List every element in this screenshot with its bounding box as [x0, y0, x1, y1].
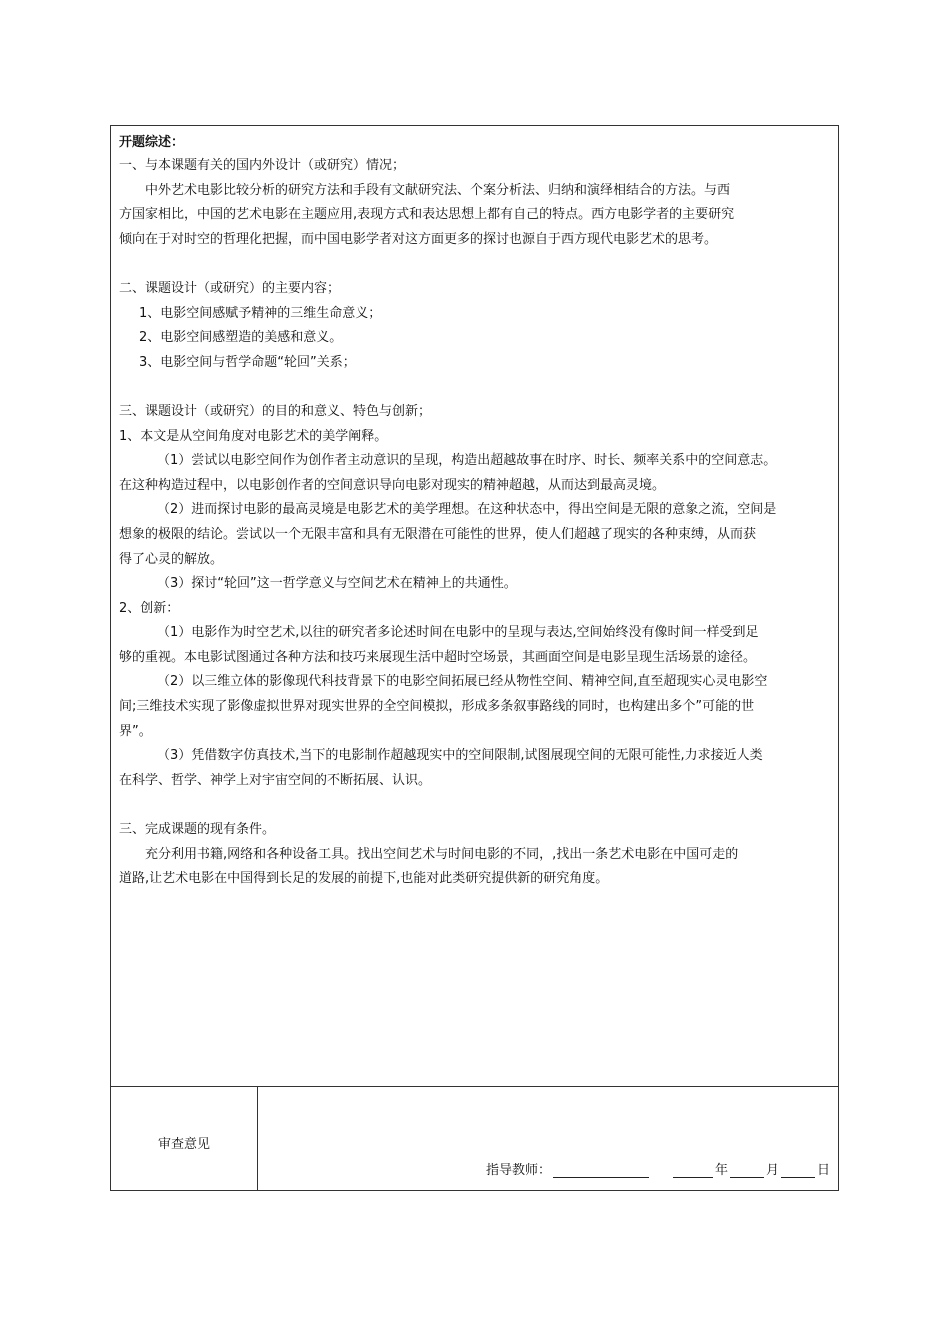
advisor-signature-line [486, 1159, 830, 1178]
heading-3: 三、课题设计（或研究）的目的和意义、特色与创新； [119, 403, 432, 419]
year-blank[interactable] [673, 1163, 713, 1178]
paragraph-line: 在这种构造过程中，以电影创作者的空间意识导向电影对现实的精神超越，从而达到最高灵境。 [119, 477, 666, 493]
paragraph-line: 中外艺术电影比较分析的研究方法和手段有文献研究法、个案分析法、归纳和演绎相结合的方法。与西 [145, 182, 731, 198]
paragraph-line: 想象的极限的结论。尝试以一个无限丰富和具有无限潜在可能性的世界，使人们超越了现实的各种束缚，从而获 [119, 526, 757, 542]
month-label: 月 [765, 1163, 779, 1178]
review-row [111, 1086, 838, 1190]
spacer [119, 252, 830, 277]
paragraph-line: （1）电影作为时空艺术,以往的研究者多论述时间在电影中的呈现与表达,空间始终没有像时间一样受到足 [157, 625, 759, 641]
overview-content [119, 131, 830, 892]
heading-2: 二、课题设计（或研究）的主要内容； [119, 280, 341, 296]
month-blank[interactable] [730, 1163, 764, 1178]
paragraph-line: 在科学、哲学、神学上对宇宙空间的不断拓展、认识。 [119, 772, 432, 788]
heading-1: 一、与本课题有关的国内外设计（或研究）情况； [119, 158, 406, 173]
paragraph-line: 方国家相比，中国的艺术电影在主题应用,表现方式和表达思想上都有自己的特点。西方电影学者的主要研究 [119, 207, 735, 223]
paragraph-line: （1）尝试以电影空间作为创作者主动意识的呈现，构造出超越故事在时序、时长、频率关系中的空间意志。 [157, 453, 777, 469]
paragraph-line: 够的重视。本电影试图通过各种方法和技巧来展现生活中超时空场景，其画面空间是电影呈现生活场景的途径。 [119, 649, 757, 665]
paragraph-line: 倾向在于对时空的哲理化把握，而中国电影学者对这方面更多的探讨也源自于西方现代电影艺术的思考。 [119, 231, 718, 247]
review-label: 审查意见 [111, 1087, 258, 1190]
heading-4: 三、完成课题的现有条件。 [119, 822, 276, 838]
list-item: 2、电影空间感塑造的美感和意义。 [139, 330, 343, 346]
spacer [119, 375, 830, 400]
paragraph-line: 得了心灵的解放。 [119, 551, 224, 567]
day-label: 日 [816, 1163, 830, 1178]
paragraph-line: 充分利用书籍,网络和各种设备工具。找出空间艺术与时间电影的不同，,找出一条艺术电影在中国可走的 [145, 846, 739, 862]
document-table [110, 125, 839, 1191]
paragraph-line: （3）凭借数字仿真技术,当下的电影制作超越现实中的空间限制,试图展现空间的无限可能性,力求接近人类 [157, 748, 763, 764]
paragraph-line: （3）探讨“轮回”这一哲学意义与空间艺术在精神上的共通性。 [157, 576, 517, 592]
paragraph-line: （2）以三维立体的影像现代科技背景下的电影空间拓展已经从物性空间、精神空间,直至超现实心灵电影空 [157, 674, 768, 690]
paragraph-line: 界”。 [119, 723, 152, 739]
paragraph-line: （2）进而探讨电影的最高灵境是电影艺术的美学理想。在这种状态中，得出空间是无限的意象之流，空间是 [157, 502, 777, 518]
year-label: 年 [714, 1163, 728, 1178]
subheading: 2、创新： [119, 600, 180, 616]
day-blank[interactable] [781, 1163, 815, 1178]
paragraph-line: 间;三维技术实现了影像虚拟世界对现实世界的全空间模拟，形成多条叙事路线的同时，也构建出多个”可能的世 [119, 699, 755, 715]
list-item: 3、电影空间与哲学命题“轮回”关系； [139, 354, 356, 370]
subheading: 1、本文是从空间角度对电影艺术的美学阐释。 [119, 428, 388, 444]
section-title: 开题综述： [119, 135, 185, 150]
advisor-name-blank[interactable] [553, 1163, 649, 1178]
list-item: 1、电影空间感赋予精神的三维生命意义； [139, 305, 382, 321]
paragraph-line: 道路,让艺术电影在中国得到长足的发展的前提下,也能对此类研究提供新的研究角度。 [119, 871, 609, 887]
spacer [119, 793, 830, 818]
advisor-label: 指导教师： [485, 1163, 551, 1178]
